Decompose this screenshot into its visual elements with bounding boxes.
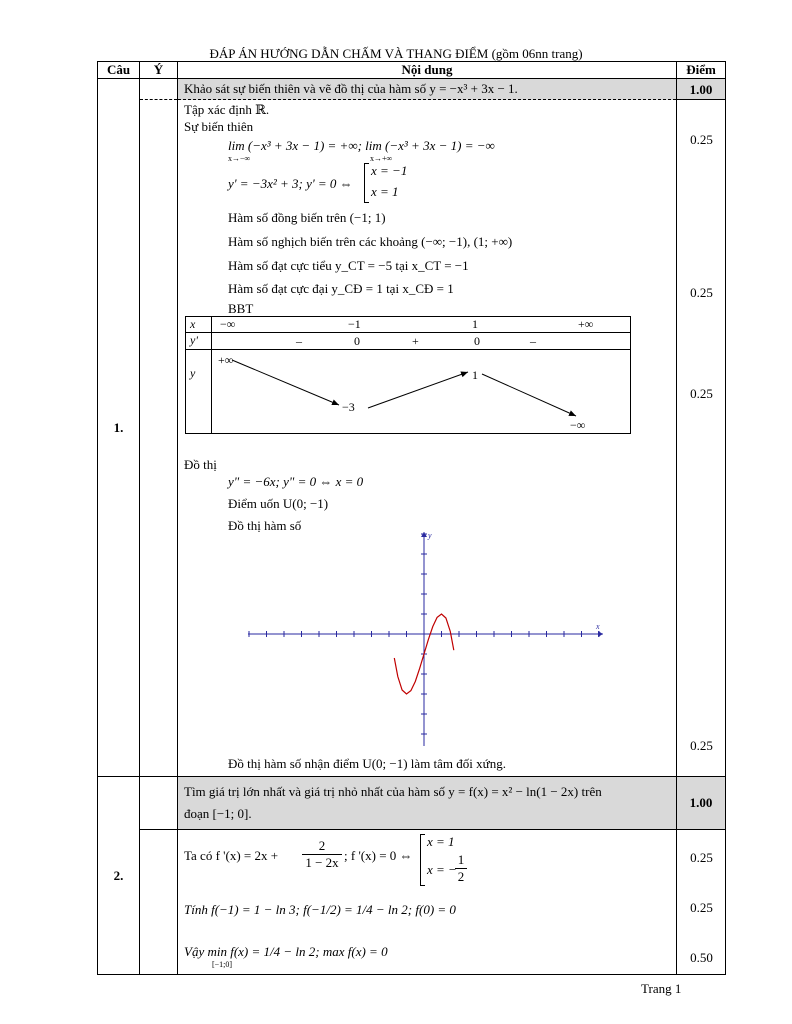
q2-frac-num: 2 bbox=[302, 838, 342, 855]
q1-minimum: Hàm số đạt cực tiểu y_CT = −5 tại x_CT = −1 bbox=[228, 258, 469, 273]
q2-points-1: 0.25 bbox=[690, 850, 713, 865]
q2-root2-den: 2 bbox=[457, 869, 465, 884]
q2-points-3: 0.50 bbox=[690, 950, 713, 965]
q1-prompt-points: 1.00 bbox=[677, 79, 726, 100]
bbt-arrow-up bbox=[368, 372, 468, 408]
bbt-x-val-4: +∞ bbox=[578, 317, 594, 331]
q1-prompt: Khảo sát sự biến thiên và vẽ đồ thị của hàm số y = −x³ + 3x − 1. bbox=[178, 79, 677, 100]
bbt-yp-val-3: + bbox=[412, 334, 419, 348]
q1-decreasing: Hàm số nghịch biến trên các khoảng (−∞; −1), (1; +∞) bbox=[228, 234, 513, 249]
q1-graph-title: Đồ thị hàm số bbox=[228, 518, 302, 533]
bbt-y-val-2: −3 bbox=[342, 400, 355, 414]
q1-points-3: 0.25 bbox=[690, 386, 713, 401]
q1-derivative: y' = −3x² + 3; y' = 0 ⇔ bbox=[228, 176, 353, 191]
bbt-yp-val-4: 0 bbox=[474, 334, 480, 348]
q1-points-1: 0.25 bbox=[690, 132, 713, 147]
q1-limit-sub2: x→+∞ bbox=[370, 154, 393, 163]
page-footer: Trang 1 bbox=[641, 981, 682, 996]
header-cau: Câu bbox=[98, 62, 140, 79]
q1-domain: Tập xác định ℝ. bbox=[184, 102, 270, 117]
q1-points-2: 0.25 bbox=[690, 285, 713, 300]
q2-prompt-line1: Tìm giá trị lớn nhất và giá trị nhỏ nhất của hàm số y = f(x) = x² − ln(1 − 2x) trên bbox=[184, 784, 602, 799]
q1-points-4: 0.25 bbox=[690, 738, 713, 753]
q2-root2-num: 1 bbox=[455, 852, 467, 869]
question-number-1: 1. bbox=[98, 79, 140, 777]
q2-frac-den: 1 − 2x bbox=[305, 855, 339, 870]
q2-derivative-prefix: Ta có f '(x) = 2x + bbox=[184, 848, 279, 863]
header-y: Ý bbox=[140, 62, 178, 79]
function-graph bbox=[248, 530, 608, 750]
bbt-yp-val-1: – bbox=[296, 334, 302, 348]
q1-maximum: Hàm số đạt cực đại y_CĐ = 1 tại x_CĐ = 1 bbox=[228, 281, 454, 296]
q2-interval-sub: [−1;0] bbox=[212, 960, 233, 969]
q2-values: Tính f(−1) = 1 − ln 3; f(−1/2) = 1/4 − ln 2; f(0) = 0 bbox=[184, 902, 456, 917]
document-title: ĐÁP ÁN HƯỚNG DẪN CHẤM VÀ THANG ĐIỂM (gồm 06nn trang) bbox=[209, 46, 583, 61]
variation-table bbox=[185, 316, 631, 434]
bbt-yp-val-5: – bbox=[530, 334, 536, 348]
q1-increasing: Hàm số đồng biến trên (−1; 1) bbox=[228, 210, 386, 225]
q2-prompt-line2: đoạn [−1; 0]. bbox=[184, 806, 252, 821]
q1-limits: lim (−x³ + 3x − 1) = +∞; lim (−x³ + 3x − 1) = −∞ bbox=[228, 138, 495, 153]
q1-root1: x = −1 bbox=[371, 163, 408, 178]
bbt-y-val-3: 1 bbox=[472, 368, 478, 382]
q2-derivative-suffix: ; f '(x) = 0 ⇔ bbox=[344, 848, 413, 863]
bbt-yp-val-2: 0 bbox=[354, 334, 360, 348]
q1-symmetry: Đồ thị hàm số nhận điểm U(0; −1) làm tâm đối xứng. bbox=[228, 756, 506, 771]
bbt-x-val-2: −1 bbox=[348, 317, 361, 331]
q2-root2-prefix: x = − bbox=[427, 862, 457, 877]
q1-second-derivative: y" = −6x; y" = 0 ⇔ x = 0 bbox=[228, 474, 364, 489]
q1-inflection: Điểm uốn U(0; −1) bbox=[228, 496, 329, 511]
q2-conclusion: Vậy min f(x) = 1/4 − ln 2; max f(x) = 0 bbox=[184, 944, 388, 959]
bbt-y-val-1: +∞ bbox=[218, 353, 234, 367]
bbt-x-label: x bbox=[186, 317, 212, 333]
q2-points-2: 0.25 bbox=[690, 900, 713, 915]
q1-limit-sub1: x→−∞ bbox=[228, 154, 251, 163]
q1-root2: x = 1 bbox=[371, 184, 399, 199]
header-content: Nội dung bbox=[178, 62, 677, 79]
q1-bbt-label: BBT bbox=[228, 301, 254, 316]
bbt-y-label: y bbox=[186, 350, 212, 434]
x-axis-label: x bbox=[596, 622, 600, 631]
q1-graph-label: Đồ thị bbox=[184, 457, 217, 472]
y-axis-label: y bbox=[428, 531, 432, 540]
bbt-arrow-down-1 bbox=[232, 360, 339, 405]
header-points: Điểm bbox=[677, 62, 726, 79]
bbt-x-val-3: 1 bbox=[472, 317, 478, 331]
bbt-arrow-down-2 bbox=[482, 374, 576, 416]
q2-prompt-points: 1.00 bbox=[677, 777, 726, 830]
q2-root1: x = 1 bbox=[427, 834, 455, 849]
bbt-yp-label: y' bbox=[186, 333, 212, 350]
question-number-2: 2. bbox=[98, 777, 140, 975]
bbt-arrows bbox=[212, 350, 632, 434]
answer-table bbox=[97, 61, 726, 975]
q1-variation-label: Sự biến thiên bbox=[184, 119, 254, 134]
bbt-x-val-1: −∞ bbox=[220, 317, 236, 331]
bbt-y-val-4: −∞ bbox=[570, 418, 586, 432]
